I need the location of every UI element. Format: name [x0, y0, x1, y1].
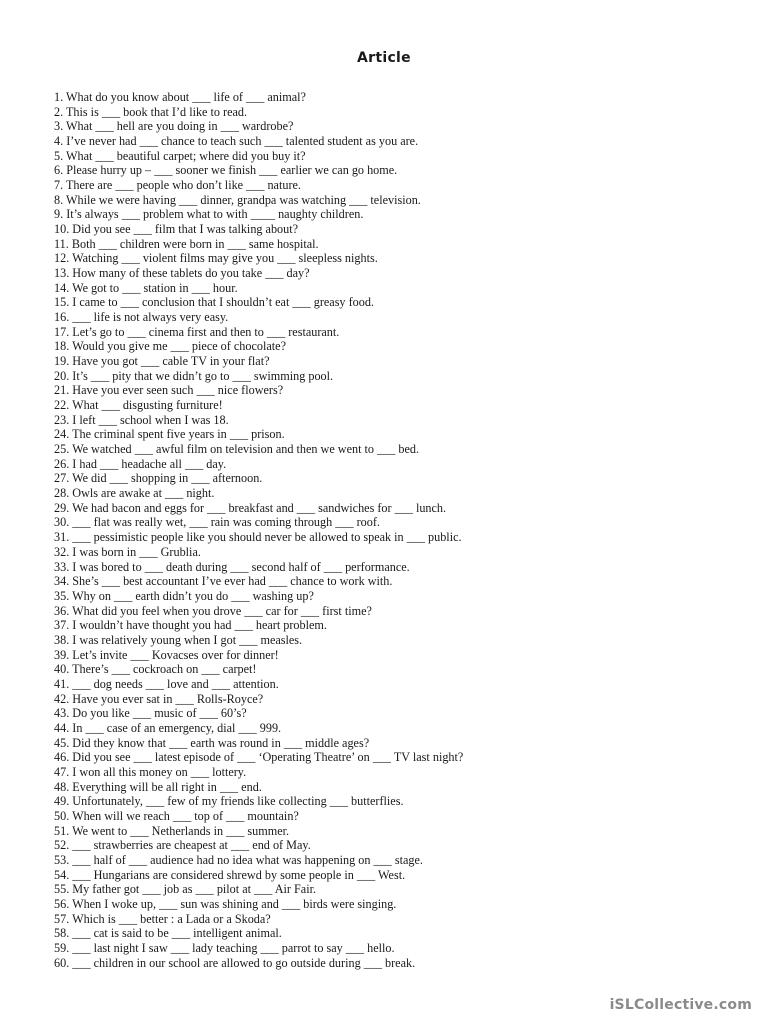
question-item: [54, 515, 734, 530]
question-number: 23.: [54, 412, 73, 427]
question-number: 58.: [54, 926, 73, 941]
question-item: [54, 882, 734, 897]
question-item: [54, 222, 734, 237]
question-text: It’s always ___ problem what to with ____ naughty children.: [66, 207, 364, 222]
question-number: 25.: [54, 442, 73, 457]
question-number: 36.: [54, 603, 73, 618]
question-item: [54, 354, 734, 369]
question-text: What ___ disgusting furniture!: [72, 398, 223, 413]
question-item: [54, 427, 734, 442]
question-item: [54, 853, 734, 868]
question-item: [54, 237, 734, 252]
question-item: [54, 266, 734, 281]
question-number: 19.: [54, 354, 73, 369]
question-number: 11.: [54, 236, 72, 251]
question-item: [54, 119, 734, 134]
question-text: ___ half of ___ audience had no idea what was happening on ___ stage.: [72, 852, 423, 867]
question-text: Have you ever seen such ___ nice flowers?: [72, 383, 284, 398]
question-number: 47.: [54, 764, 73, 779]
question-number: 4.: [54, 134, 67, 149]
question-number: 21.: [54, 383, 73, 398]
question-text: ___ Hungarians are considered shrewd by some people in ___ West.: [72, 867, 406, 882]
question-item: [54, 457, 734, 472]
question-item: [54, 383, 734, 398]
question-text: ___ life is not always very easy.: [72, 310, 229, 325]
question-text: ___ flat was really wet, ___ rain was coming through ___ roof.: [72, 515, 380, 530]
question-text: We did ___ shopping in ___ afternoon.: [72, 471, 263, 486]
question-list: [54, 90, 734, 970]
question-number: 18.: [54, 339, 73, 354]
question-item: [54, 442, 734, 457]
question-number: 24.: [54, 427, 73, 442]
question-item: [54, 574, 734, 589]
question-item: [54, 589, 734, 604]
question-number: 60.: [54, 955, 73, 970]
question-number: 7.: [54, 178, 66, 193]
question-number: 41.: [54, 676, 73, 691]
question-text: What do you know about ___ life of ___ animal?: [65, 90, 306, 104]
question-item: [54, 530, 734, 545]
question-number: 3.: [54, 119, 66, 134]
question-item: [54, 251, 734, 266]
question-item: [54, 897, 734, 912]
question-text: I wouldn’t have thought you had ___ heart problem.: [72, 618, 327, 633]
question-item: [54, 369, 734, 384]
question-number: 5.: [54, 148, 66, 163]
page-title: Article: [357, 50, 411, 66]
question-text: ___ last night I saw ___ lady teaching ___ parrot to say ___ hello.: [72, 940, 395, 955]
question-number: 17.: [54, 324, 73, 339]
question-text: Let’s invite ___ Kovacses over for dinner!: [72, 647, 279, 662]
question-text: I came to ___ conclusion that I shouldn’t eat ___ greasy food.: [72, 295, 374, 310]
question-number: 38.: [54, 632, 73, 647]
question-item: [54, 662, 734, 677]
question-item: [54, 163, 734, 178]
question-text: I was born in ___ Grublia.: [72, 544, 201, 559]
question-number: 46.: [54, 750, 73, 765]
question-item: [54, 941, 734, 956]
question-text: How many of these tablets do you take ___ day?: [72, 266, 310, 281]
question-item: [54, 105, 734, 120]
question-number: 29.: [54, 500, 73, 515]
question-item: [54, 413, 734, 428]
question-number: 28.: [54, 486, 73, 501]
question-text: The criminal spent five years in ___ prison.: [72, 427, 285, 442]
question-number: 57.: [54, 911, 73, 926]
question-text: When will we reach ___ top of ___ mountain?: [72, 808, 299, 823]
question-item: [54, 178, 734, 193]
question-item: [54, 545, 734, 560]
question-item: [54, 339, 734, 354]
question-item: [54, 281, 734, 296]
question-item: [54, 648, 734, 663]
question-number: 48.: [54, 779, 73, 794]
question-text: Both ___ children were born in ___ same hospital.: [71, 236, 319, 251]
question-text: ___ dog needs ___ love and ___ attention.: [72, 676, 279, 691]
question-number: 40.: [54, 662, 73, 677]
question-item: [54, 310, 734, 325]
question-text: Which is ___ better : a Lada or a Skoda?: [72, 911, 271, 926]
question-item: [54, 736, 734, 751]
question-item: [54, 706, 734, 721]
question-number: 15.: [54, 295, 73, 310]
question-number: 10.: [54, 222, 73, 237]
question-number: 52.: [54, 838, 73, 853]
question-text: ___ cat is said to be ___ intelligent animal.: [72, 926, 282, 941]
question-text: I left ___ school when I was 18.: [72, 412, 229, 427]
question-text: We got to ___ station in ___ hour.: [72, 280, 238, 295]
question-number: 34.: [54, 574, 73, 589]
question-item: [54, 295, 734, 310]
question-item: [54, 824, 734, 839]
question-text: What ___ beautiful carpet; where did you buy it?: [65, 148, 306, 163]
question-item: [54, 838, 734, 853]
watermark: iSLCollective.com: [609, 997, 752, 1013]
question-item: [54, 633, 734, 648]
question-text: Watching ___ violent films may give you ___ sleepless nights.: [72, 251, 378, 266]
question-text: Have you got ___ cable TV in your flat?: [72, 354, 270, 369]
question-item: [54, 486, 734, 501]
question-item: [54, 560, 734, 575]
question-text: This is ___ book that I’d like to read.: [65, 104, 248, 119]
question-text: I had ___ headache all ___ day.: [72, 456, 227, 471]
question-text: Please hurry up – ___ sooner we finish ___ earlier we can go home.: [66, 163, 398, 178]
question-item: [54, 780, 734, 795]
question-text: While we were having ___ dinner, grandpa was watching ___ television.: [65, 192, 421, 207]
question-number: 53.: [54, 852, 73, 867]
question-number: 12.: [54, 251, 73, 266]
question-text: I won all this money on ___ lottery.: [72, 764, 247, 779]
question-text: There’s ___ cockroach on ___ carpet!: [72, 662, 257, 677]
question-text: I’ve never had ___ chance to teach such ___ talented student as you are.: [66, 134, 419, 149]
question-text: Do you like ___ music of ___ 60’s?: [72, 706, 247, 721]
question-text: ___ pessimistic people like you should never be allowed to speak in ___ public.: [72, 530, 462, 545]
question-number: 49.: [54, 794, 73, 809]
question-text: Why on ___ earth didn’t you do ___ washing up?: [72, 588, 314, 603]
question-item: [54, 692, 734, 707]
question-number: 33.: [54, 559, 73, 574]
question-item: [54, 207, 734, 222]
question-number: 8.: [54, 192, 66, 207]
question-text: Let’s go to ___ cinema first and then to ___ restaurant.: [72, 324, 340, 339]
question-text: ___ children in our school are allowed to go outside during ___ break.: [72, 955, 416, 970]
question-item: [54, 794, 734, 809]
question-number: 30.: [54, 515, 73, 530]
question-item: [54, 604, 734, 619]
question-item: [54, 471, 734, 486]
question-number: 20.: [54, 368, 73, 383]
question-number: 35.: [54, 588, 73, 603]
question-item: [54, 868, 734, 883]
question-item: [54, 398, 734, 413]
question-number: 55.: [54, 882, 73, 897]
question-number: 44.: [54, 720, 73, 735]
question-item: [54, 750, 734, 765]
question-number: 39.: [54, 647, 73, 662]
question-number: 59.: [54, 940, 73, 955]
question-text: ___ strawberries are cheapest at ___ end of May.: [72, 838, 311, 853]
question-text: There are ___ people who don’t like ___ nature.: [65, 178, 301, 193]
question-item: [54, 90, 734, 105]
question-text: We went to ___ Netherlands in ___ summer.: [72, 823, 290, 838]
question-text: Would you give me ___ piece of chocolate?: [72, 339, 286, 354]
question-text: Did they know that ___ earth was round in ___ middle ages?: [72, 735, 370, 750]
question-item: [54, 618, 734, 633]
question-item: [54, 912, 734, 927]
question-number: 13.: [54, 266, 73, 281]
question-number: 22.: [54, 398, 73, 413]
question-text: When I woke up, ___ sun was shining and ___ birds were singing.: [72, 896, 397, 911]
question-number: 27.: [54, 471, 73, 486]
question-number: 6.: [54, 163, 67, 178]
question-text: Owls are awake at ___ night.: [72, 486, 215, 501]
question-number: 1.: [54, 90, 66, 104]
question-number: 16.: [54, 310, 73, 325]
question-text: Unfortunately, ___ few of my friends like collecting ___ butterflies.: [72, 794, 404, 809]
question-number: 42.: [54, 691, 73, 706]
question-text: My father got ___ job as ___ pilot at ___ Air Fair.: [72, 882, 317, 897]
question-item: [54, 193, 734, 208]
question-text: In ___ case of an emergency, dial ___ 999.: [72, 720, 282, 735]
question-number: 54.: [54, 867, 73, 882]
question-text: Did you see ___ film that I was talking about?: [72, 222, 299, 237]
question-number: 51.: [54, 823, 73, 838]
question-number: 56.: [54, 896, 73, 911]
question-number: 2.: [54, 104, 66, 119]
question-number: 37.: [54, 618, 73, 633]
question-item: [54, 501, 734, 516]
question-text: We watched ___ awful film on television and then we went to ___ bed.: [72, 442, 420, 457]
question-number: 50.: [54, 808, 73, 823]
question-text: I was bored to ___ death during ___ second half of ___ performance.: [72, 559, 410, 574]
question-text: I was relatively young when I got ___ measles.: [72, 632, 303, 647]
question-number: 14.: [54, 280, 73, 295]
question-item: [54, 956, 734, 971]
question-text: Everything will be all right in ___ end.: [72, 779, 262, 794]
question-text: Did you see ___ latest episode of ___ ‘Operating Theatre’ on ___ TV last night?: [72, 750, 464, 765]
question-number: 26.: [54, 456, 73, 471]
question-number: 32.: [54, 544, 73, 559]
question-item: [54, 926, 734, 941]
question-item: [54, 149, 734, 164]
question-item: [54, 721, 734, 736]
question-number: 43.: [54, 706, 73, 721]
question-text: She’s ___ best accountant I’ve ever had ___ chance to work with.: [72, 574, 393, 589]
question-item: [54, 677, 734, 692]
question-text: What ___ hell are you doing in ___ wardrobe?: [65, 119, 294, 134]
question-number: 31.: [54, 530, 73, 545]
question-text: It’s ___ pity that we didn’t go to ___ swimming pool.: [72, 368, 334, 383]
question-text: We had bacon and eggs for ___ breakfast and ___ sandwiches for ___ lunch.: [72, 500, 447, 515]
question-item: [54, 325, 734, 340]
question-number: 9.: [54, 207, 67, 222]
question-item: [54, 765, 734, 780]
question-item: [54, 134, 734, 149]
question-item: [54, 809, 734, 824]
question-text: What did you feel when you drove ___ car for ___ first time?: [72, 603, 372, 618]
question-text: Have you ever sat in ___ Rolls-Royce?: [72, 691, 264, 706]
question-number: 45.: [54, 735, 73, 750]
